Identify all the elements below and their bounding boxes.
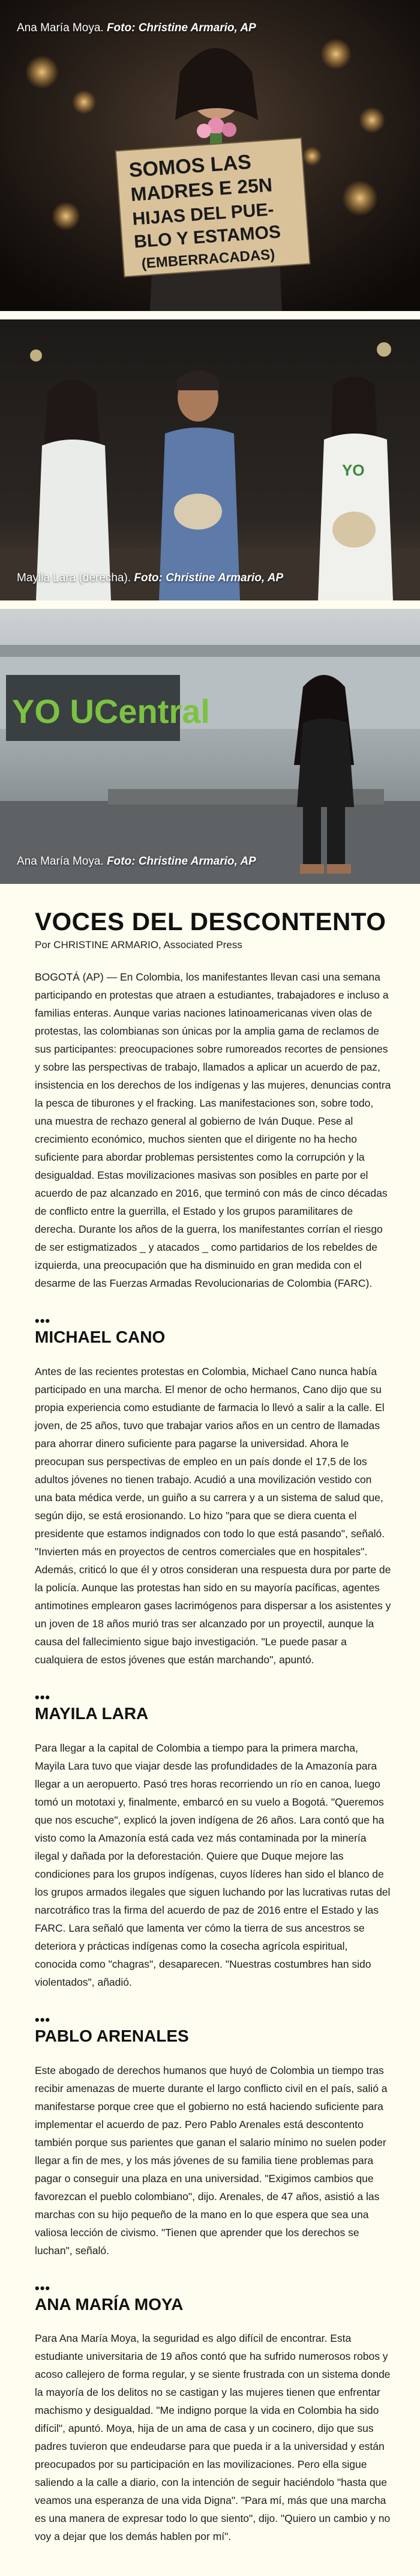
- photo-caption: [17, 855, 256, 868]
- section-pablo-arenales: [35, 2012, 391, 2260]
- caption-credit: Foto: Christine Armario, AP: [106, 855, 256, 868]
- article-byline: Por CHRISTINE ARMARIO, Associated Press: [35, 939, 242, 951]
- sign-line-4: BLO Y ESTAMOS: [133, 222, 281, 252]
- sign-line-2: MADRES E 25N: [130, 174, 274, 205]
- section-text: Antes de las recientes protestas en Colombia, Michael Cano nunca había participado en una marcha. El menor de ocho hermanos, Cano dijo que su propia experiencia como estudiante de farmacia lo llevó a salir a la calle. El joven, de 25 años, tuvo que trabajar varios años en un centro de llamadas para ahorrar dinero suficiente para pagarse la universidad. Ahora le preocupan sus perspectivas de empleo en un país donde el 17,5 de los adultos jóvenes no tienen trabajo. Acudió a una movilización vestido con una bata médica verde, un guiño a su carrera y a un sistema de salud que, según dijo, se está erosionando. Lo hizo "para que se diera cuenta el presidente que estamos indignados con todo lo que está pasando", señaló. "Invierten más en proyectos de centros comerciales que en hospitales". Además, criticó lo que él y otros consideran una respuesta dura por parte de la policía. Aunque las protestas han sido en su mayoría pacíficas, agentes antimotines emplearon gases lacrimógenos para dispersar a los asistentes y un joven de 18 años murió tras ser alcanzado por un proyectil, aunque la causa del fallecimiento sigue bajo investigación. "Le puede pasar a cualquiera de estos jóvenes que están marchando", apuntó.: [35, 1365, 391, 1666]
- university-sign: YO UCentral: [12, 692, 210, 730]
- section-heading: PABLO ARENALES: [35, 2026, 189, 2045]
- photo-caption: [17, 572, 283, 585]
- section-heading: ANA MARÍA MOYA: [35, 2294, 184, 2314]
- section-separator-dots: •••: [35, 2012, 51, 2027]
- section-heading: MICHAEL CANO: [35, 1328, 166, 1347]
- caption-credit: Foto: Christine Armario, AP: [134, 572, 284, 584]
- sign-line-3: HIJAS DEL PUE-: [131, 199, 275, 229]
- section-separator-dots: •••: [35, 1689, 51, 1705]
- photo-university-sign: [0, 609, 420, 884]
- photo-marchers: [0, 319, 420, 600]
- section-text: Para llegar a la capital de Colombia a tiempo para la primera marcha, Mayila Lara tuvo que viajar desde las profundidades de la Amazonía para llegar a un aeropuerto. Pasó tres horas recorriendo un río en canoa, luego tomó un mototaxi y, finalmente, embarcó en su vuelo a Bogotá. "Queremos que nos escuche", explicó la joven indígena de 26 años. Lara contó que ha visto como la Amazonía está cada vez más contaminada por la minería ilegal y dañada por la deforestación. Quiere que Duque mejore las condiciones para los grupos indígenas, cuyos líderes han sido el blanco de los grupos armados ilegales que siguen luchando por las lucrativas rutas del narcotráfico tras la firma del acuerdo de paz de 2016 entre el Estado y las FARC. Lara señaló que lamenta ver cómo la tierra de sus ancestros se deteriora y prácticas indígenas como la cosecha agrícola espiritual, conocida como "chagras", desaparecen. "Nuestras costumbres han sido violentados", añadió.: [35, 1741, 391, 1988]
- section-separator-dots: •••: [35, 2280, 51, 2296]
- caption-credit: Foto: Christine Armario, AP: [106, 22, 256, 34]
- section-text: Para Ana María Moya, la seguridad es algo difícil de encontrar. Esta estudiante universitaria de 19 años contó que ha sufrido numerosos robos y acoso callejero de forma regular, y se siente frustrada con un sistema donde la mayoría de los delitos no se castigan y las mujeres tienen que enfrentar machismo y desigualdad. "Me indigno porque la vida en Colombia ha sido difícil", apuntó. Moya, hija de un ama de casa y un cocinero, dijo que sus padres tuvieron que endeudarse para que pueda ir a la universidad y están preocupados por su participación en las movilizaciones. Pero ella sigue saliendo a la calle a diario, con la intención de seguir haciéndolo "hasta que veamos una esperanza de una vida Digna". "Para mí, más que una marcha es una manera de expresar todo lo que siento", dijo. "Quiero un cambio y no voy a dejar que los demás hablen por mí".: [35, 2332, 391, 2543]
- section-heading: MAYILA LARA: [35, 1704, 149, 1723]
- section-ana-maria-moya: [35, 2280, 391, 2546]
- sign-line-5: (EMBERRACADAS): [140, 246, 275, 272]
- section-separator-dots: •••: [35, 1313, 51, 1329]
- article-title: VOCES DEL DESCONTENTO: [35, 907, 386, 936]
- photo-protester-sign: [0, 0, 420, 311]
- caption-name: Ana María Moya.: [17, 855, 104, 868]
- sign-line-1: SOMOS LAS: [128, 150, 252, 182]
- article-intro: BOGOTÁ (AP) — En Colombia, los manifestantes llevan casi una semana participando en protestas que atraen a estudiantes, trabajadores e incluso a familias enteras. Aunque varias naciones latinoamericanas viven olas de protestas, las colombianas son únicas por la amplia gama de reclamos de sus participantes: preocupaciones sobre rumoreados recortes de pensiones y sobre las perspectivas de trabajo, llamados a aplicar un acuerdo de paz, insistencia en los derechos de los indígenas y las mujeres, denuncias contra la pesca de tiburones y el fracking. Las manifestaciones son, sobre todo, una muestra de rechazo general al gobierno de Iván Duque. Pese al crecimiento económico, muchos sienten que el dirigente no ha hecho suficiente para abordar problemas persistentes como la corrupción y la desigualdad. Estas movilizaciones masivas son posibles en parte por el acuerdo de paz alcanzado en 2016, que terminó con más de cinco décadas de conflicto entre la guerrilla, el Estado y los grupos paramilitares de derecha. Durante los años de la guerra, los manifestantes corrían el riesgo de ser estigmatizados _ y atacados _ como partidarios de los rebeldes de izquierda, una preocupación que ha disminuido en gran medida con el desarme de las Fuerzas Armadas Revolucionarias de Colombia (FARC).: [35, 971, 391, 1290]
- caption-name: Mayila Lara (derecha).: [17, 572, 131, 584]
- photo-image: [0, 0, 420, 311]
- caption-name: Ana María Moya.: [17, 22, 104, 34]
- section-mayila-lara: [35, 1689, 391, 1991]
- photo-caption: [17, 22, 256, 35]
- photo-image: [0, 609, 420, 884]
- article: [0, 884, 420, 2567]
- section-michael-cano: [35, 1313, 391, 1669]
- shirt-text: YO: [342, 461, 365, 479]
- section-text: Este abogado de derechos humanos que huyó de Colombia un tiempo tras recibir amenazas de muerte durante el largo conflicto civil en el país, salió a manifestarse porque cree que el gobierno no está haciendo suficiente para implementar el acuerdo de paz. Pero Pablo Arenales está descontento también porque sus parientes que ganan el salario mínimo no suelen poder llegar a fin de mes, y los más jóvenes de su familia tiene problemas para pagar o conseguir una plaza en una universidad. "Exigimos cambios que favorezcan el pueblo colombiano", dijo. Arenales, de 47 años, asistió a las marchas con su hijo pequeño de la mano en lo que espera que sea una valiosa lección de civismo. "Tienen que aprender que los derechos se luchan", señaló.: [35, 2064, 388, 2257]
- photo-image: [0, 319, 420, 600]
